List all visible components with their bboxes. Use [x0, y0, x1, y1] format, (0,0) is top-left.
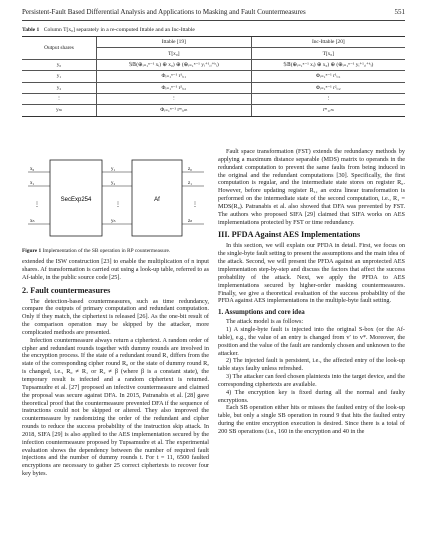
ellipsis: ⋮: [192, 202, 198, 208]
paragraph: extended the ISW construction [23] to enable the multiplication of n input shares. Af transformation is carried out using a look-up table, referred to as Af-table, in the public source code [25].: [22, 258, 209, 281]
paragraph: Fault space transformation (FST) extends the redundancy methods by applying a maximum distance separable (MDS) matrix to operands in the redundant computation to prevent the same faults from being induced in the original and the redundant computations [30]. Specifically, the first computation is regular, and the intermediate state stores on register R₀. However, before updating register R₁, an extra linear transformation is performed on the intermediate state of the second computation, i.e., R₁ = MDS(R₀). Patranabis et al. also showed that DFA was prevented by FST. The authors who proposed SIFA [29] claimed that SIFA works on AES implementations protected by FST or time redundancy.: [218, 148, 405, 226]
cell-incittable: Φᵢ₌₁ⁿ⁻¹ r¹ᵢ,₁: [251, 71, 405, 82]
output-label: z₁: [188, 181, 192, 186]
paragraph: Each SB operation either hits or misses the faulted entry of the look-up table, but only a single SB operation in round 9 that hits the faulted entry during the entire encryption execution is desired. Since there is a total of 200 SB operations (i.e., 160 in the encryption and 40 in the: [218, 404, 405, 435]
table-caption-text: Column T[x₀] separately in a re-computed Ittable and an Inc-Ittable: [43, 27, 195, 33]
paragraph: The attack model is as follows:: [226, 318, 304, 326]
figure-caption: [22, 248, 209, 254]
running-title: Persistent-Fault Based Differential Analysis and Applications to Masking and Fault Countermeasures: [22, 8, 306, 16]
row-label: y₂: [22, 82, 97, 93]
page-number: 551: [394, 8, 405, 16]
figure-1-diagram: [22, 152, 209, 247]
cell-incittable: 𝕊𝔹(⊕ᵢ₌₁ⁿ⁻¹ xᵢ) ⊕ x₀) ⊕ (⊕ᵢ₌₁ⁿ⁻¹ yᵢ⁺¹,ᵢ⁺ᵏᵢ): [251, 59, 405, 70]
row-label: y₁: [22, 71, 97, 82]
paragraph: In this section, we will explain our PFDA in detail. First, we focus on the single-byte fault setting to present the assumptions and the main idea of the attack. Second, we will present the PFDA against an unprotected AES implementation step-by-step and discuss the factors that affect the success probability of the attack. Next, we apply the PFDA to AES implementations secured by higher-order masking countermeasures. Finally, we give a theoretical evaluation of the success probability of the PFDA against AES implementations in the multiple-byte fault setting.: [218, 242, 405, 305]
col-incittable: Inc-Ittable [20]: [251, 37, 405, 48]
section-heading: 2. Fault countermeasures: [22, 285, 111, 295]
input-label: x₁: [30, 181, 35, 186]
col-ittable: Ittable [19]: [97, 37, 252, 48]
cell-ittable: ⋮: [97, 93, 252, 104]
table-1: [22, 36, 405, 117]
running-header: [22, 8, 405, 21]
mid-label: yₙ: [111, 219, 116, 224]
paragraph: 2) The injected fault is persistent, i.e., the affected entry of the look-up table stays faulty unless refreshed.: [218, 357, 405, 373]
ellipsis: ⋮: [115, 202, 121, 208]
figure-label: Figure 1: [22, 248, 42, 254]
paragraph: Infection countermeasure always return a ciphertext. A random order of cipher and redundant rounds together with dummy rounds are involved in the encryption process. If the state of a redundant round R₁ differs from the state of the corresponding cipher round R₀ or the state of dummy round Rₐ is changed, i.e., R₀ ≠ R₁ or R₂ ≠ β (where β is a constant state), the temporary result is infected and a random ciphertext is returned. Tupsamudre et al. [27] proposed an infective countermeasure and claimed the proposal was secure against DFA. In 2015, Patranabis et al. [28] gave theoretical proof that the countermeasure prevented DFA if the sequence of instructions could not be skipped or altered. They also improved the countermeasure by randomizing the order of the redundant and cipher rounds to reduce the success probability of the instruction skip attack. In 2018, SIFA [29] is also applied to the AES implementation secured by the infection countermeasure proposed by Tupsamudre et al. The experimental evaluation shows the dependency between the number of required fault injections and the number of dummy rounds t. For t = 11, 6500 faulted encryptions are necessary to gather 25 correct ciphertexts to recover four key bytes.: [22, 336, 209, 478]
paragraph: 4) The encryption key is fixed during all the normal and faulty encryptions.: [218, 388, 405, 404]
col-output-shares: Output shares: [22, 37, 97, 60]
subsection-heading: 1. Assumptions and core idea: [218, 308, 305, 317]
sub-incittable: T[x₀]: [251, 48, 405, 59]
cell-ittable: Φᵢ₌₁ⁿ⁻¹ rᵐᵢ,ₘ: [97, 105, 252, 116]
secexp-label: SecExp254: [60, 197, 92, 203]
paragraph: The detection-based countermeasures, such as time redundancy, compare the outputs of primary computation and redundant computation. Only if they match, the ciphertext is released [26]. As the one-bit result of the comparison operation may be skipped by the attacker, more complicated methods are presented.: [22, 297, 209, 336]
af-label: Af: [154, 197, 160, 203]
figure-caption-text: Implementation of the SB operation in RP countermeasure.: [42, 248, 171, 254]
cell-incittable: ⋮: [251, 93, 405, 104]
cell-ittable: 𝕊𝔹(⊕ᵢ₌₁ⁿ⁻¹ xᵢ) ⊕ x₀) ⊕ (⊕ᵢ₌₁ⁿ⁻¹ yᵢ⁺¹,ᵢ⁺ᵏᵢ): [97, 59, 252, 70]
row-label: ⋮: [22, 93, 97, 104]
table-label: Table 1: [22, 27, 40, 33]
section-heading: III. PFDA Against AES Implementations: [218, 230, 361, 240]
cell-ittable: Φᵢ₌₁ⁿ⁻¹ r¹ᵢ,₁: [97, 71, 252, 82]
mid-label: y₁: [111, 167, 116, 172]
paragraph: 3) The attacker can feed chosen plaintexts into the target device, and the corresponding ciphertexts are available.: [218, 373, 405, 388]
cell-incittable: rᵐ₁,ₘ: [251, 105, 405, 116]
sub-ittable: T[x₀]: [97, 48, 252, 59]
left-column: [22, 258, 209, 478]
table-caption: [22, 27, 195, 33]
ellipsis: ⋮: [34, 202, 40, 208]
right-column: [218, 148, 405, 436]
output-label: zₙ: [188, 219, 193, 224]
paragraph: 1) A single-byte fault is injected into the original S-box (or the Af-table), e.g., the value of an entry is changed from v′ to v*. Moreover, the position and the value of the fault are randomly chosen and unknown to the attacker.: [218, 326, 405, 357]
output-label: z₀: [188, 167, 192, 172]
row-label: yₘ: [22, 105, 97, 116]
input-label: x₀: [30, 167, 35, 172]
input-label: xₙ: [30, 219, 35, 224]
cell-ittable: Φᵢ₌₁ⁿ⁻¹ r²ᵢ,₂: [97, 82, 252, 93]
row-label: y₀: [22, 59, 97, 70]
cell-incittable: Φᵢ₌₁ⁿ⁻¹ r²ᵢ,₂: [251, 82, 405, 93]
mid-label: y₂: [111, 181, 116, 186]
